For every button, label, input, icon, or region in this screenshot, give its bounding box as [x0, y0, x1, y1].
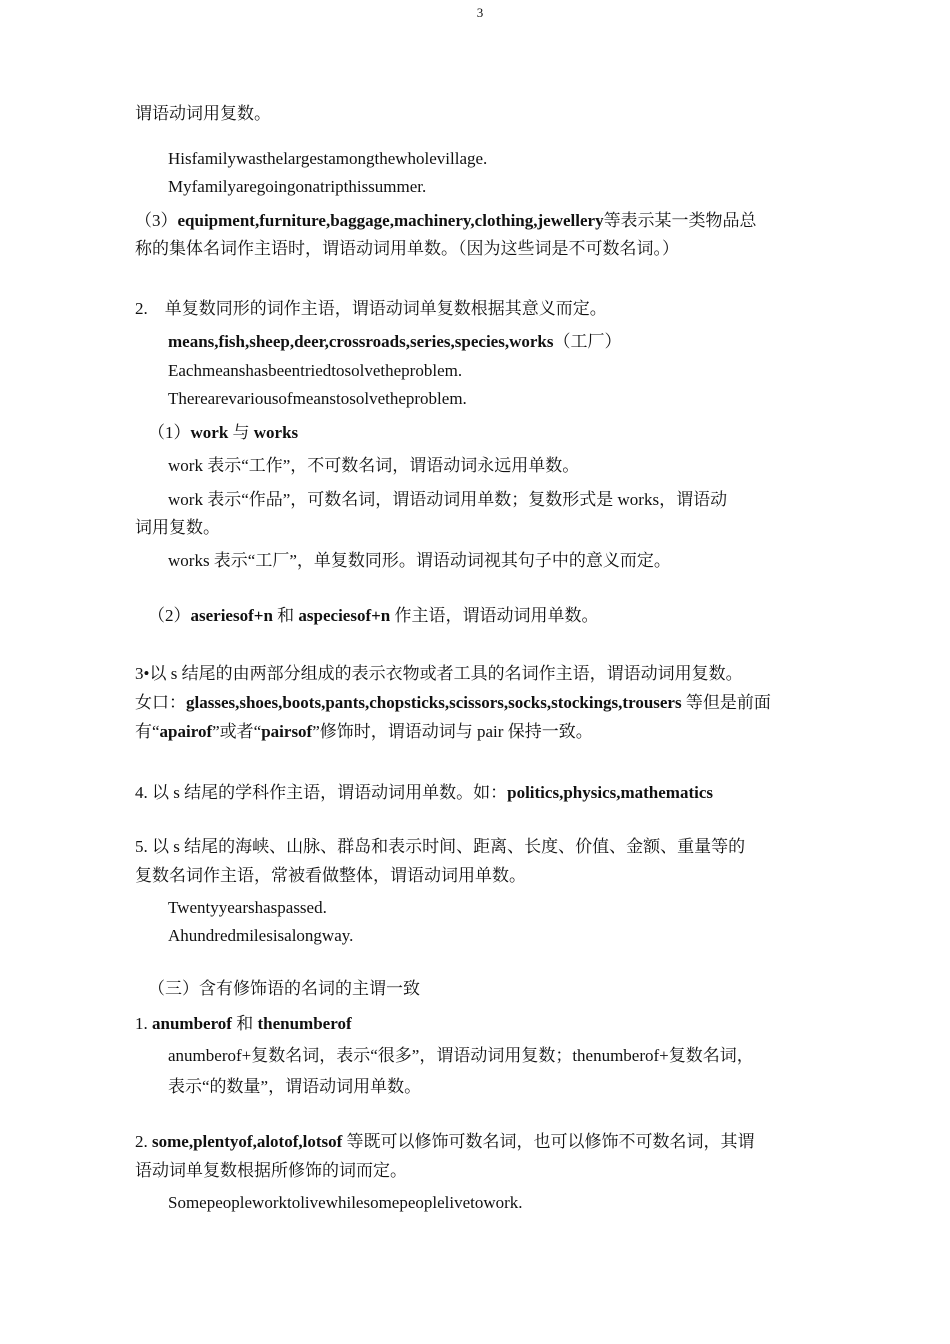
subsection-heading: （1）work 与 works	[148, 423, 299, 442]
section-heading: 2. 单复数同形的词作主语，谓语动词单复数根据其意义而定。	[135, 299, 607, 318]
page-number: 3	[476, 5, 484, 20]
example-sentence: Twentyyearshaspassed.	[168, 898, 327, 917]
text-line: works 表示“工厂”，单复数同形。谓语动词视其句子中的意义而定。	[168, 551, 671, 570]
text-line: 复数名词作主语，常被看做整体，谓语动词用单数。	[135, 866, 526, 885]
example-sentence: Therearevariousofmeanstosolvetheproblem.	[168, 389, 467, 408]
section-heading: 1. anumberof 和 thenumberof	[135, 1014, 352, 1033]
example-sentence: Hisfamilywasthelargestamongthewholevillage.	[168, 149, 488, 168]
text-line: 女口：glasses,shoes,boots,pants,chopsticks,scissors,socks,stockings,trousers 等但是前面	[135, 693, 771, 712]
word-list: means,fish,sheep,deer,crossroads,series,species,works（工厂）	[168, 332, 622, 351]
example-sentence: Myfamilyaregoingonatripthissummer.	[168, 177, 427, 196]
text-line: 谓语动词用复数。	[135, 104, 271, 123]
text-line: 语动词单复数根据所修饰的词而定。	[135, 1161, 407, 1180]
example-sentence: Somepeopleworktolivewhilesomepeoplelivetowork.	[168, 1193, 523, 1212]
text-line: work 表示“作品”，可数名词，谓语动词用单数；复数形式是 works，谓语动	[168, 490, 728, 509]
text-line: 表示“的数量”，谓语动词用单数。	[168, 1077, 422, 1096]
text-line: work 表示“工作”，不可数名词，谓语动词永远用单数。	[168, 456, 580, 475]
subsection-heading: （2）aseriesof+n 和 aspeciesof+n 作主语，谓语动词用单数。	[148, 606, 599, 625]
section-heading: 4. 以 s 结尾的学科作主语，谓语动词用单数。如：politics,physics,mathematics	[135, 783, 714, 802]
section-heading: 3•以 s 结尾的由两部分组成的表示衣物或者工具的名词作主语，谓语动词用复数。	[135, 664, 743, 683]
text-line: 词用复数。	[135, 518, 220, 537]
text-line: 称的集体名词作主语时，谓语动词用单数。（因为这些词是不可数名词。）	[135, 239, 679, 258]
example-sentence: Eachmeanshasbeentriedtosolvetheproblem.	[168, 361, 463, 380]
section-heading: 2. some,plentyof,alotof,lotsof 等既可以修饰可数名词，也可以修饰不可数名词，其谓	[135, 1132, 755, 1151]
section-heading: 5. 以 s 结尾的海峡、山脉、群岛和表示时间、距离、长度、价值、金额、重量等的	[135, 837, 746, 856]
text-line: 有“apairof”或者“pairsof”修饰时，谓语动词与 pair 保持一致。	[135, 722, 593, 741]
subsection-heading: （3）equipment,furniture,baggage,machinery,clothing,jewellery等表示某一类物品总	[135, 211, 757, 230]
text-line: anumberof+复数名词，表示“很多”，谓语动词用复数；thenumberof+复数名词，	[168, 1046, 754, 1065]
example-sentence: Ahundredmilesisalongway.	[168, 926, 354, 945]
chapter-heading: （三）含有修饰语的名词的主谓一致	[148, 979, 420, 998]
